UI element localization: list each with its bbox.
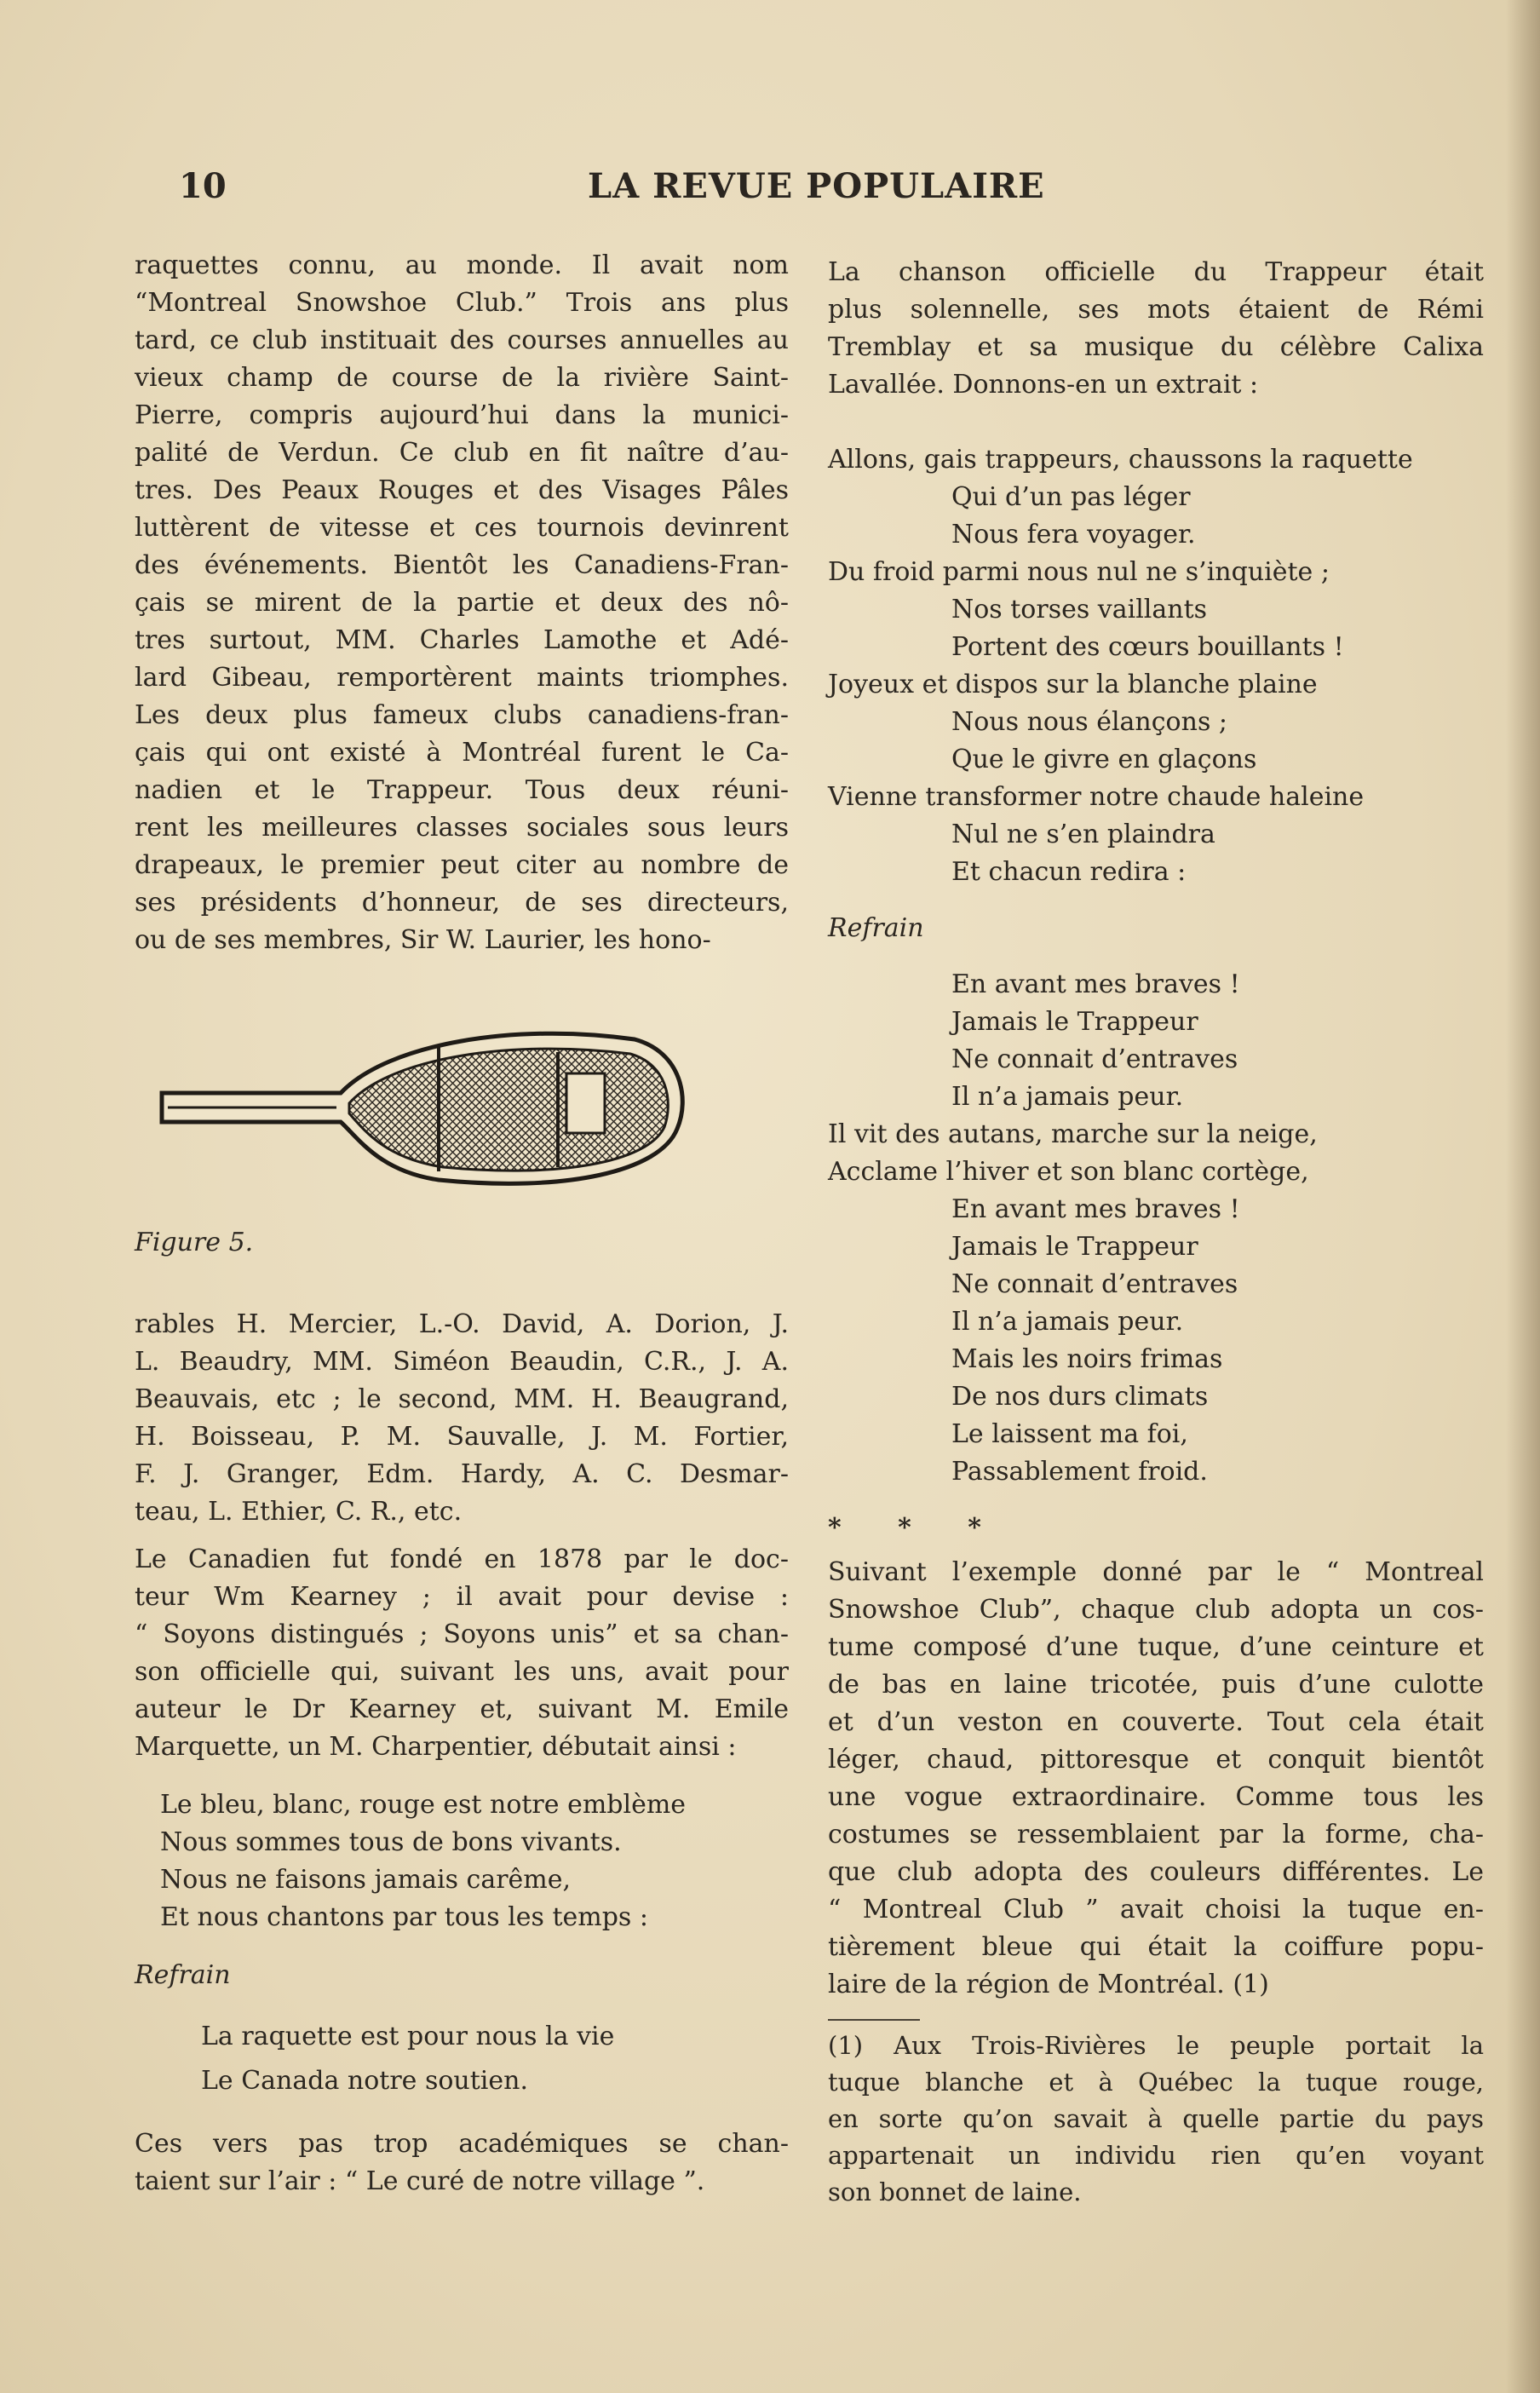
verse-line: Du froid parmi nous nul ne s’inquiète ; [828,557,1330,587]
footnote-rule [828,2019,920,2021]
verse-line: Joyeux et dispos sur la blanche plaine [828,670,1318,699]
text-line: plus solennelle, ses mots étaient de Rémi [828,295,1484,325]
text-line: vieux champ de course de la rivière Saint- [135,363,789,393]
verse-line: En avant mes braves ! [951,969,1240,999]
verse-line: Et nous chantons par tous les temps : [160,1902,648,1932]
verse-line: Ne connait d’entraves [951,1269,1238,1299]
text-line: léger, chaud, pittoresque et conquit bientôt [828,1745,1484,1775]
intro-paragraph [135,247,789,959]
text-line: tard, ce club instituait des courses annuelles au [135,325,789,355]
right-column [828,254,1484,2211]
verse-line: Passablement froid. [951,1457,1208,1487]
text-line: nadien et le Trappeur. Tous deux réuni- [135,775,789,805]
text-line: appartenait un individu rien qu’en voyant [828,2141,1484,2170]
canadien-refrain [135,2015,789,2103]
text-line: Pierre, compris aujourd’hui dans la munici- [135,400,789,430]
text-line: en sorte qu’on savait à quelle partie du pays [828,2104,1484,2133]
text-line: tres. Des Peaux Rouges et des Visages Pâles [135,475,789,505]
text-line: tuque blanche et à Québec la tuque rouge, [828,2068,1484,2097]
text-line: tièrement bleue qui était la coiffure popu- [828,1932,1484,1962]
costume-paragraph [828,1554,1484,2004]
verse-line: Et chacun redira : [951,857,1187,887]
verse-line: Il n’a jamais peur. [951,1082,1184,1112]
text-line: çais qui ont existé à Montréal furent le Ca- [135,738,789,768]
verse-line: Il vit des autans, marche sur la neige, [828,1119,1318,1149]
text-line: teau, L. Ethier, C. R., etc. [135,1497,463,1527]
text-line: laire de la région de Montréal. (1) [828,1970,1269,1999]
verse-line: Nous fera voyager. [951,520,1196,549]
text-line: que club adopta des couleurs différentes. Le [828,1857,1484,1887]
verse-line: Vienne transformer notre chaude haleine [828,782,1365,812]
text-line: rables H. Mercier, L.-O. David, A. Dorion, J. [135,1309,789,1339]
text-line: raquettes connu, au monde. Il avait nom [135,250,789,280]
verse-line: Le laissent ma foi, [951,1419,1188,1449]
text-line: F. J. Granger, Edm. Hardy, A. C. Desmar- [135,1459,789,1489]
text-line: Ces vers pas trop académiques se chan- [135,2129,789,2159]
text-line: taient sur l’air : “ Le curé de notre village ”. [135,2166,705,2196]
text-line: des événements. Bientôt les Canadiens-Fran- [135,550,789,580]
verse-line: Portent des cœurs bouillants ! [951,632,1344,662]
text-line: palité de Verdun. Ce club en fit naître d’au- [135,438,789,468]
refrain-label-right: Refrain [828,913,924,943]
text-line: “ Soyons distingués ; Soyons unis” et sa chan- [135,1619,789,1649]
verse-line: Jamais le Trappeur [951,1007,1198,1037]
figure-caption: Figure 5. [135,1228,254,1257]
text-line: rent les meilleures classes sociales sous leurs [135,813,789,843]
canadien-song [135,1786,789,1936]
text-line: costumes se ressemblaient par la forme, cha- [828,1820,1484,1849]
text-line: Suivant l’exemple donné par le “ Montreal [828,1557,1484,1587]
text-line: Tremblay et sa musique du célèbre Calixa [828,332,1484,362]
text-line: “ Montreal Club ” avait choisi la tuque en- [828,1895,1484,1924]
text-line: une vogue extraordinaire. Comme tous les [828,1782,1484,1812]
page-number: 10 [179,166,227,206]
page-edge-shadow [1506,0,1540,2393]
text-line: son bonnet de laine. [828,2177,1082,2206]
text-line: Beauvais, etc ; le second, MM. H. Beaugrand, [135,1384,789,1414]
footnote [828,2028,1484,2211]
text-line: Marquette, un M. Charpentier, débutait ainsi : [135,1732,737,1762]
text-line: son officielle qui, suivant les uns, avait pour [135,1657,789,1687]
refrain-label-left: Refrain [135,1960,231,1990]
verse-line: Le bleu, blanc, rouge est notre emblème [160,1790,687,1820]
verse-line: Le Canada notre soutien. [201,2066,528,2096]
text-line: Le Canadien fut fondé en 1878 par le doc- [135,1545,789,1574]
text-line: La chanson officielle du Trappeur était [828,257,1484,287]
left-column-continued [135,1306,789,2200]
text-line: drapeaux, le premier peut citer au nombre de [135,850,789,880]
text-line: ou de ses membres, Sir W. Laurier, les hono- [135,925,711,955]
verse-line: En avant mes braves ! [951,1194,1240,1224]
text-line: tres surtout, MM. Charles Lamothe et Adé- [135,625,789,655]
text-line: teur Wm Kearney ; il avait pour devise : [135,1582,789,1612]
verse-line: Nos torses vaillants [951,595,1208,624]
verse-line: Ne connait d’entraves [951,1044,1238,1074]
text-line: tume composé d’une tuque, d’une ceinture et [828,1632,1484,1662]
verse-line: Jamais le Trappeur [951,1232,1198,1262]
section-separator: * * * [828,1513,1005,1543]
verse-line: Nul ne s’en plaindra [951,820,1215,849]
canadien-paragraph [135,1541,789,1766]
text-line: Les deux plus fameux clubs canadiens-fran- [135,700,789,730]
verse-line: Mais les noirs frimas [951,1344,1223,1374]
verse-line: Qui d’un pas léger [951,482,1191,512]
text-line: lard Gibeau, remportèrent maints triomphes. [135,663,789,693]
verse-line: Nous nous élançons ; [951,707,1227,737]
left-column-intro [135,247,789,959]
text-line: auteur le Dr Kearney et, suivant M. Emile [135,1694,789,1724]
text-line: ses présidents d’honneur, de ses directeurs, [135,888,789,918]
verse-line: Acclame l’hiver et son blanc cortège, [828,1157,1309,1187]
text-line: “Montreal Snowshoe Club.” Trois ans plus [135,288,789,318]
verse-line: De nos durs climats [951,1382,1209,1412]
text-line: çais se mirent de la partie et deux des nô- [135,588,789,618]
snowshoe-illustration [158,1018,694,1197]
text-line: (1) Aux Trois-Rivières le peuple portait la [828,2031,1484,2060]
closing-paragraph [135,2126,789,2200]
running-title: LA REVUE POPULAIRE [588,166,1045,206]
trappeur-song [828,441,1484,891]
trappeur-intro [828,254,1484,404]
text-line: H. Boisseau, P. M. Sauvalle, J. M. Fortier, [135,1422,789,1452]
figure-caption-block [135,1224,789,1262]
verse-line: Que le givre en glaçons [951,745,1257,774]
verse-line: La raquette est pour nous la vie [201,2022,615,2051]
text-line: de bas en laine tricotée, puis d’une culotte [828,1670,1484,1700]
verse-line: Allons, gais trappeurs, chaussons la raquette [828,445,1413,475]
text-line: et d’un veston en couverte. Tout cela était [828,1707,1484,1737]
trappeur-refrain [828,966,1484,1491]
text-line: Snowshoe Club”, chaque club adopta un cos- [828,1595,1484,1625]
text-line: Lavallée. Donnons-en un extrait : [828,370,1259,400]
page-header [0,166,1540,217]
text-line: L. Beaudry, MM. Siméon Beaudin, C.R., J. A. [135,1347,789,1377]
text-line: luttèrent de vitesse et ces tournois devinrent [135,513,789,543]
verse-line: Nous ne faisons jamais carême, [160,1865,572,1895]
verse-line: Il n’a jamais peur. [951,1307,1184,1337]
names-paragraph [135,1306,789,1531]
verse-line: Nous sommes tous de bons vivants. [160,1827,622,1857]
